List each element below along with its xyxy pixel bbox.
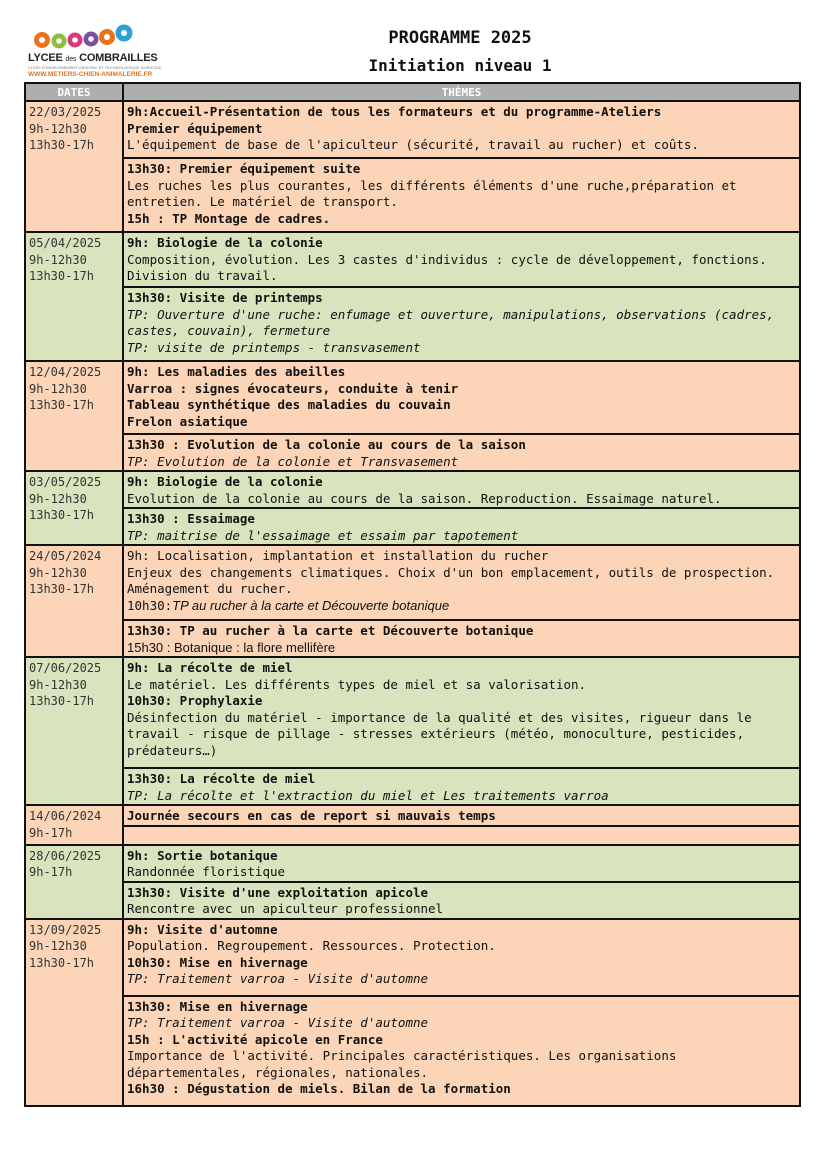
schedule-body xyxy=(25,101,800,1106)
session-afternoon: 13h30-17h xyxy=(29,398,95,412)
morning-themes-cell xyxy=(123,101,800,158)
session-date: 03/05/2025 xyxy=(29,475,102,489)
theme-heading: 9h: La récolte de miel xyxy=(127,660,293,675)
session-row xyxy=(25,919,800,996)
session-row xyxy=(25,101,800,158)
session-afternoon: 13h30-17h xyxy=(29,955,95,970)
theme-line-prefix: 10h30: xyxy=(127,597,173,613)
theme-line: TP: Traitement varroa - Visite d'automne xyxy=(127,1015,429,1030)
session-row xyxy=(25,232,800,287)
logo-name: LYCEE des COMBRAILLES xyxy=(28,52,158,64)
dates-column-header: DATES xyxy=(25,83,123,101)
theme-heading: 9h: Sortie botanique xyxy=(127,847,278,863)
theme-line: Randonnée floristique xyxy=(127,864,286,879)
theme-line-text: TP au rucher à la carte et Découverte botanique xyxy=(172,597,450,613)
session-afternoon: 13h30-17h xyxy=(29,582,95,596)
session-row xyxy=(25,657,800,768)
theme-heading: Premier équipement xyxy=(127,120,263,136)
theme-line: 9h: Localisation, implantation et installation du rucher xyxy=(127,548,549,563)
session-dates-cell xyxy=(25,232,123,361)
session-morning: 9h-12h30 xyxy=(29,121,87,136)
theme-heading: 9h: Biologie de la colonie xyxy=(127,235,323,250)
session-row xyxy=(25,545,800,620)
session-dates-cell xyxy=(25,805,123,845)
theme-line: TP: maitrise de l'essaimage et essaim par tapotement xyxy=(127,527,519,543)
session-morning: 9h-12h30 xyxy=(29,565,87,580)
session-row xyxy=(25,158,800,232)
session-row xyxy=(25,508,800,545)
theme-line: TP: Ouverture d'une ruche: enfumage et ouverture, manipulations, observations (cadres, castes, couvain), fermeture xyxy=(127,306,775,338)
theme-heading: 10h30: Prophylaxie xyxy=(127,693,263,708)
morning-themes-cell xyxy=(123,545,800,620)
schedule-table xyxy=(24,82,801,1107)
session-afternoon: 13h30-17h xyxy=(29,269,95,283)
session-date: 12/04/2025 xyxy=(29,365,102,379)
session-morning: 9h-12h30 xyxy=(29,677,87,692)
morning-themes-cell xyxy=(123,471,800,508)
session-morning: 9h-12h30 xyxy=(29,939,87,953)
session-row xyxy=(25,361,800,434)
morning-themes-cell xyxy=(123,805,800,826)
logo-url: WWW.METIERS-CHIEN-ANIMALERIE.FR xyxy=(28,71,153,78)
session-date: 07/06/2025 xyxy=(29,661,102,675)
theme-heading: 13h30: Mise en hivernage xyxy=(127,998,308,1014)
morning-themes-cell xyxy=(123,919,800,996)
session-morning: 9h-12h30 xyxy=(29,381,87,396)
logo-figures-icon xyxy=(32,22,142,50)
theme-line: Importance de l'activité. Principales caractéristiques. Les organisations départementales, régionales, nationales. xyxy=(127,1048,677,1080)
theme-line: Evolution de la colonie au cours de la saison. Reproduction. Essaimage naturel. xyxy=(127,490,722,506)
logo-tagline: LYCEE D'ENSEIGNEMENT GENERAL ET TECHNOLOGIQUE AGRICOLE xyxy=(28,65,162,70)
theme-line: TP: visite de printemps - transvasement xyxy=(127,339,421,355)
theme-heading: Tableau synthétique des maladies du couvain xyxy=(127,397,451,412)
afternoon-themes-cell xyxy=(123,768,800,805)
session-date: 22/03/2025 xyxy=(29,105,102,119)
theme-line: L'équipement de base de l'apiculteur (sécurité, travail au rucher) et coûts. xyxy=(127,137,699,152)
morning-themes-cell xyxy=(123,657,800,768)
afternoon-themes-cell xyxy=(123,826,800,845)
session-row xyxy=(25,620,800,657)
theme-line: TP: La récolte et l'extraction du miel et Les traitements varroa xyxy=(127,787,609,803)
theme-heading: 13h30 : Essaimage xyxy=(127,511,255,526)
theme-heading: 10h30: Mise en hivernage xyxy=(127,954,308,970)
theme-line: Désinfection du matériel - importance de la qualité et des visites, rigueur dans le travail - risque de pillage - stresses extérieurs (météo, monoculture, pesticides, prédateurs…) xyxy=(127,709,752,758)
session-dates-cell xyxy=(25,919,123,1106)
theme-heading: Journée secours en cas de report si mauvais temps xyxy=(127,808,496,823)
session-row xyxy=(25,826,800,845)
session-row xyxy=(25,434,800,471)
theme-line: TP: Evolution de la colonie et Transvasement xyxy=(127,453,459,469)
theme-heading: 15h : TP Montage de cadres. xyxy=(127,210,331,226)
session-row xyxy=(25,287,800,361)
session-date: 28/06/2025 xyxy=(29,848,102,863)
theme-heading: 16h30 : Dégustation de miels. Bilan de la formation xyxy=(127,1081,511,1096)
theme-heading: 13h30 : Evolution de la colonie au cours de la saison xyxy=(127,437,526,452)
session-dates-cell xyxy=(25,657,123,805)
theme-heading: 9h: Biologie de la colonie xyxy=(127,474,323,489)
theme-heading: 13h30: Premier équipement suite xyxy=(127,161,361,176)
afternoon-themes-cell xyxy=(123,508,800,545)
afternoon-themes-cell xyxy=(123,882,800,919)
theme-heading: 13h30: TP au rucher à la carte et Découverte botanique xyxy=(127,623,534,638)
session-afternoon: 13h30-17h xyxy=(29,138,95,152)
theme-heading: 13h30: La récolte de miel xyxy=(127,771,316,786)
afternoon-themes-cell xyxy=(123,158,800,232)
session-morning: 9h-17h xyxy=(29,825,73,840)
session-row xyxy=(25,471,800,508)
theme-heading: 9h: Visite d'automne xyxy=(127,921,278,937)
session-row xyxy=(25,845,800,882)
table-header-row xyxy=(25,83,800,101)
theme-line: Rencontre avec un apiculteur professionnel xyxy=(127,901,444,916)
theme-line xyxy=(127,598,796,615)
theme-heading: Varroa : signes évocateurs, conduite à tenir xyxy=(127,380,459,396)
session-row xyxy=(25,768,800,805)
morning-themes-cell xyxy=(123,232,800,287)
session-dates-cell xyxy=(25,471,123,545)
afternoon-themes-cell xyxy=(123,434,800,471)
session-morning: 9h-17h xyxy=(29,865,73,879)
afternoon-themes-cell xyxy=(123,996,800,1106)
theme-heading: 15h : L'activité apicole en France xyxy=(127,1031,383,1047)
school-logo xyxy=(26,22,162,80)
morning-themes-cell xyxy=(123,361,800,434)
afternoon-themes-cell xyxy=(123,287,800,361)
session-morning: 9h-12h30 xyxy=(29,252,87,267)
session-dates-cell xyxy=(25,845,123,919)
page-title: PROGRAMME 2025 xyxy=(388,28,532,48)
morning-themes-cell xyxy=(123,845,800,882)
theme-line: 15h30 : Botanique : la flore mellifère xyxy=(127,639,336,655)
session-row xyxy=(25,805,800,826)
theme-line: Population. Regroupement. Ressources. Protection. xyxy=(127,938,496,953)
session-afternoon: 13h30-17h xyxy=(29,508,95,522)
theme-line: Enjeux des changements climatiques. Choix d'un bon emplacement, outils de prospection. Aménagement du rucher. xyxy=(127,564,775,596)
theme-heading: 13h30: Visite d'une exploitation apicole xyxy=(127,884,429,900)
session-date: 13/09/2025 xyxy=(29,922,102,937)
afternoon-themes-cell xyxy=(123,620,800,657)
session-morning: 9h-12h30 xyxy=(29,491,87,506)
theme-line: TP: Traitement varroa - Visite d'automne xyxy=(127,971,429,986)
session-row xyxy=(25,882,800,919)
session-date: 05/04/2025 xyxy=(29,236,102,250)
theme-heading: Frelon asiatique xyxy=(127,413,248,429)
theme-line: Le matériel. Les différents types de miel et sa valorisation. xyxy=(127,676,587,692)
session-date: 24/05/2024 xyxy=(29,549,102,563)
session-date: 14/06/2024 xyxy=(29,809,102,823)
theme-heading: 9h: Les maladies des abeilles xyxy=(127,364,346,379)
session-dates-cell xyxy=(25,361,123,471)
theme-heading: 9h:Accueil-Présentation de tous les formateurs et du programme-Ateliers xyxy=(127,104,662,119)
session-afternoon: 13h30-17h xyxy=(29,694,95,708)
theme-heading: 13h30: Visite de printemps xyxy=(127,290,323,305)
session-row xyxy=(25,996,800,1106)
themes-column-header: THÈMES xyxy=(123,83,800,101)
page-subtitle: Initiation niveau 1 xyxy=(368,56,552,75)
theme-line: Les ruches les plus courantes, les différents éléments d'une ruche,préparation et entretien. Le matériel de transport. xyxy=(127,177,737,209)
theme-line: Composition, évolution. Les 3 castes d'individus : cycle de développement, fonctions. Division du travail. xyxy=(127,251,767,283)
session-dates-cell xyxy=(25,101,123,232)
session-dates-cell xyxy=(25,545,123,657)
